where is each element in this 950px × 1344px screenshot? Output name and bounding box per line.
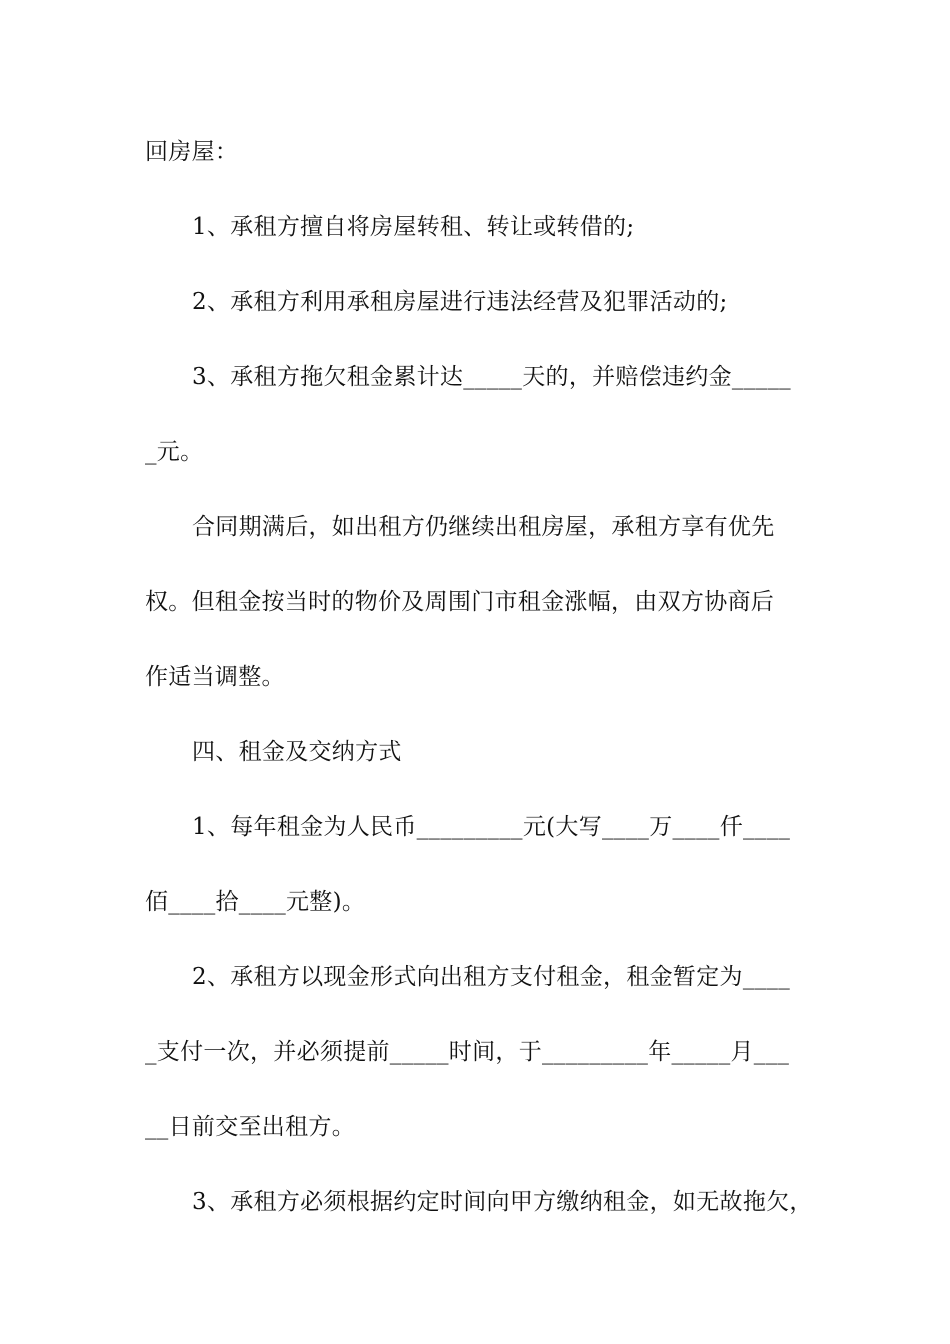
- text-line: _支付一次，并必须提前_____时间，于_________年_____月___: [145, 1039, 790, 1065]
- section-heading: 四、租金及交纳方式: [192, 739, 402, 765]
- text-line: _元。: [145, 439, 204, 465]
- text-line: 权。但租金按当时的物价及周围门市租金涨幅，由双方协商后: [145, 589, 775, 615]
- text-line: 3、承租方必须根据约定时间向甲方缴纳租金，如无故拖欠，: [192, 1189, 813, 1215]
- text-line: 回房屋：: [145, 139, 239, 165]
- text-line: __日前交至出租方。: [145, 1114, 355, 1140]
- text-line: 合同期满后，如出租方仍继续出租房屋，承租方享有优先: [192, 514, 775, 540]
- text-line: 2、承租方以现金形式向出租方支付租金，租金暂定为____: [192, 964, 791, 990]
- text-line: 1、每年租金为人民币_________元(大写____万____仟____: [192, 814, 791, 840]
- text-line: 2、承租方利用承租房屋进行违法经营及犯罪活动的;: [192, 289, 728, 315]
- text-line: 作适当调整。: [145, 664, 285, 690]
- text-line: 3、承租方拖欠租金累计达_____天的，并赔偿违约金_____: [192, 364, 791, 390]
- text-line: 1、承租方擅自将房屋转租、转让或转借的;: [192, 214, 635, 240]
- text-line: 佰____拾____元整)。: [145, 889, 366, 915]
